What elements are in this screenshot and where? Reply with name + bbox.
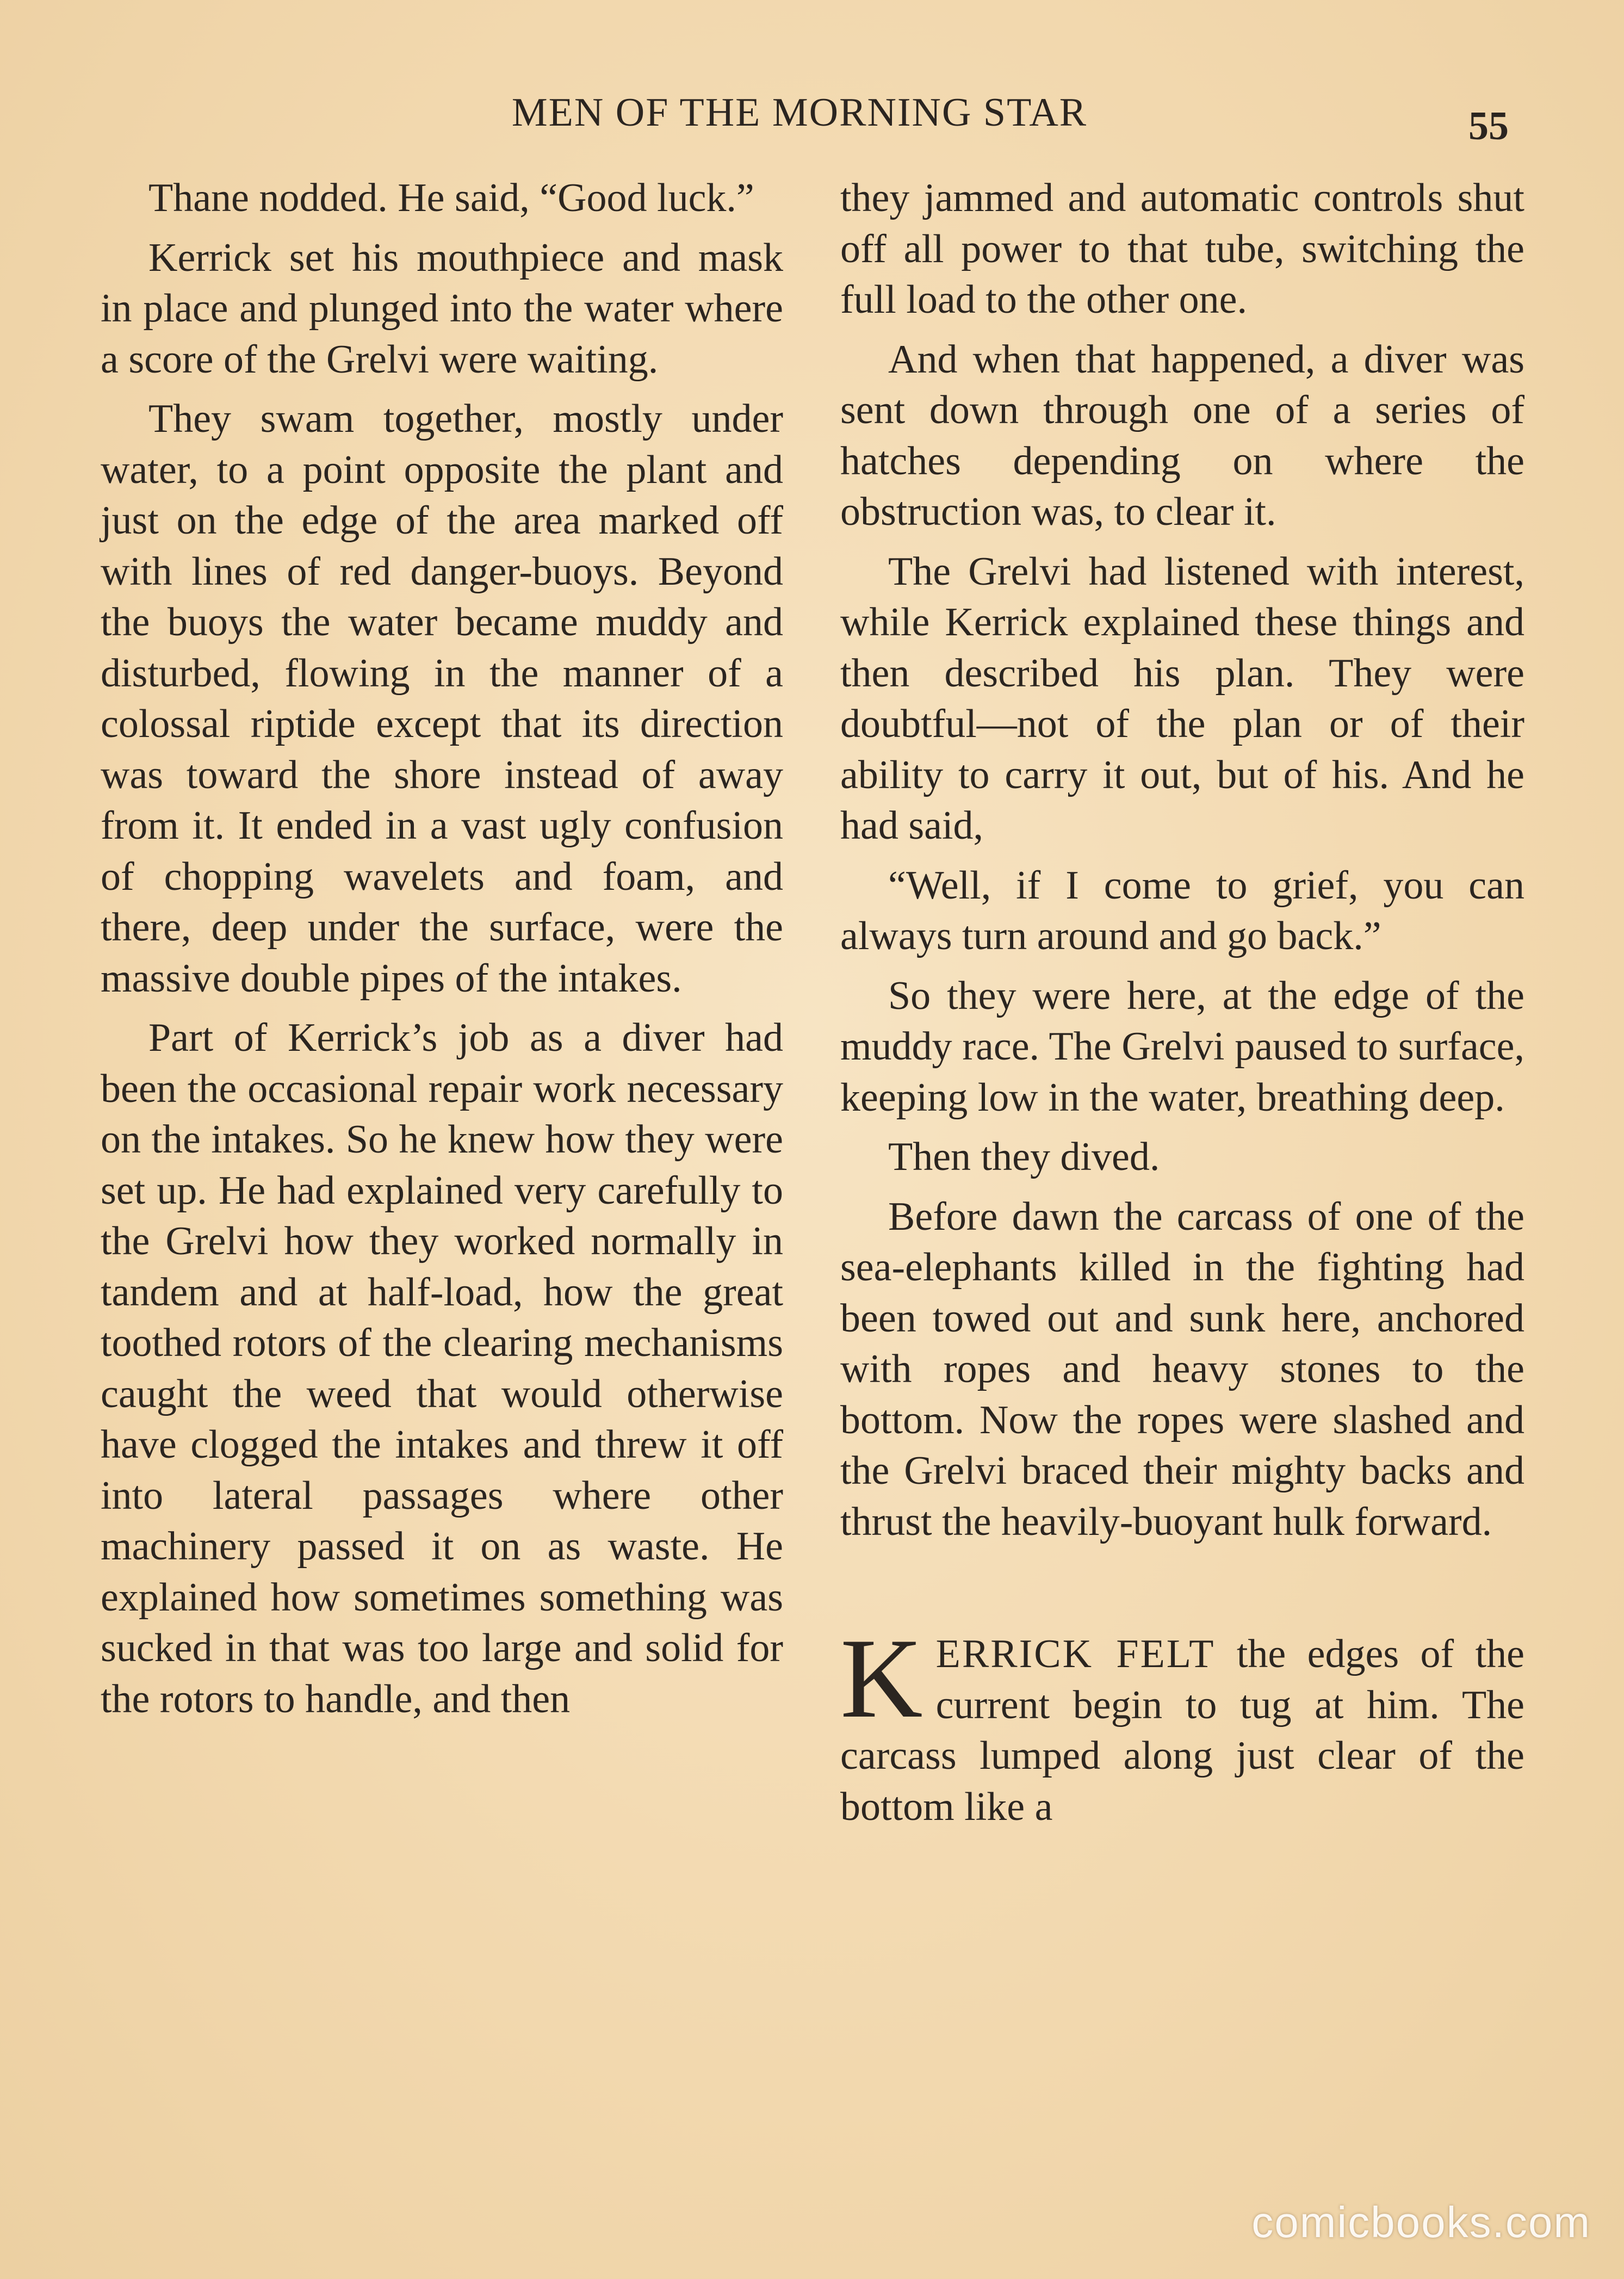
left-column <box>101 173 783 1733</box>
paragraph: So they were here, at the edge of the muddy race. The Grelvi paused to surface, keeping low in the water, breathing deep. <box>840 973 1524 1120</box>
paragraph: Thane nodded. He said, “Good luck.” <box>148 176 754 220</box>
paragraph: “Well, if I come to grief, you can always turn around and go back.” <box>840 863 1524 958</box>
paragraph: They swam together, mostly under water, to a point opposite the plant and just on the edge of the area marked off with lines of red danger-buoys. Beyond the buoys the water became muddy and disturbed, flowing in the manner of a colossal riptide except that its direction was toward the shore instead of away from it. It ended in a vast ugly confusion of chopping wavelets and foam, and there, deep under the surface, were the massive double pipes of the intakes. <box>101 397 783 1001</box>
right-column <box>840 173 1524 1841</box>
continued-paragraph: they jammed and automatic controls shut off all power to that tube, switching the full load to the other one. <box>840 176 1524 322</box>
page-number: 55 <box>1468 104 1509 148</box>
paragraph: Kerrick set his mouthpiece and mask in place and plunged into the water where a score of the Grelvi were waiting. <box>101 235 783 382</box>
watermark: comicbooks.com <box>1251 2198 1591 2246</box>
drop-cap: K <box>840 1615 923 1742</box>
small-caps-lead: ERRICK FELT <box>935 1632 1216 1676</box>
running-title: MEN OF THE MORNING STAR <box>511 90 1088 135</box>
paragraph: Part of Kerrick’s job as a diver had been the occasional repair work necessary on the intakes. So he knew how they were set up. He had explained very carefully to the Grelvi how they worked normally in tandem and at half-load, how the great toothed rotors of the clearing mechanisms caught the weed that would otherwise have clogged the intakes and threw it off into lateral passages where other machinery passed it on as waste. He explained how sometimes something was sucked in that was too large and solid for the rotors to handle, and then <box>101 1015 783 1721</box>
paragraph: Then they dived. <box>888 1135 1160 1179</box>
paragraph: And when that happened, a diver was sent down through one of a series of hatches depending on where the obstruction was, to clear it. <box>840 337 1524 534</box>
section-start-text: the edges of the current begin to tug at him. The carcass lumped along just clear of the bottom like a <box>840 1632 1524 1829</box>
paragraph: The Grelvi had listened with interest, while Kerrick explained these things and then described his plan. They were doubtful—not of the plan or of their ability to carry it out, but of his. And he had said, <box>840 549 1524 848</box>
section-start-paragraph <box>840 1615 1524 1832</box>
paragraph: Before dawn the carcass of one of the sea-elephants killed in the fighting had been towed out and sunk here, anchored with ropes and heavy stones to the bottom. Now the ropes were slashed and the Grelvi braced their mighty backs and thrust the heavily-buoyant hulk forward. <box>840 1194 1524 1544</box>
